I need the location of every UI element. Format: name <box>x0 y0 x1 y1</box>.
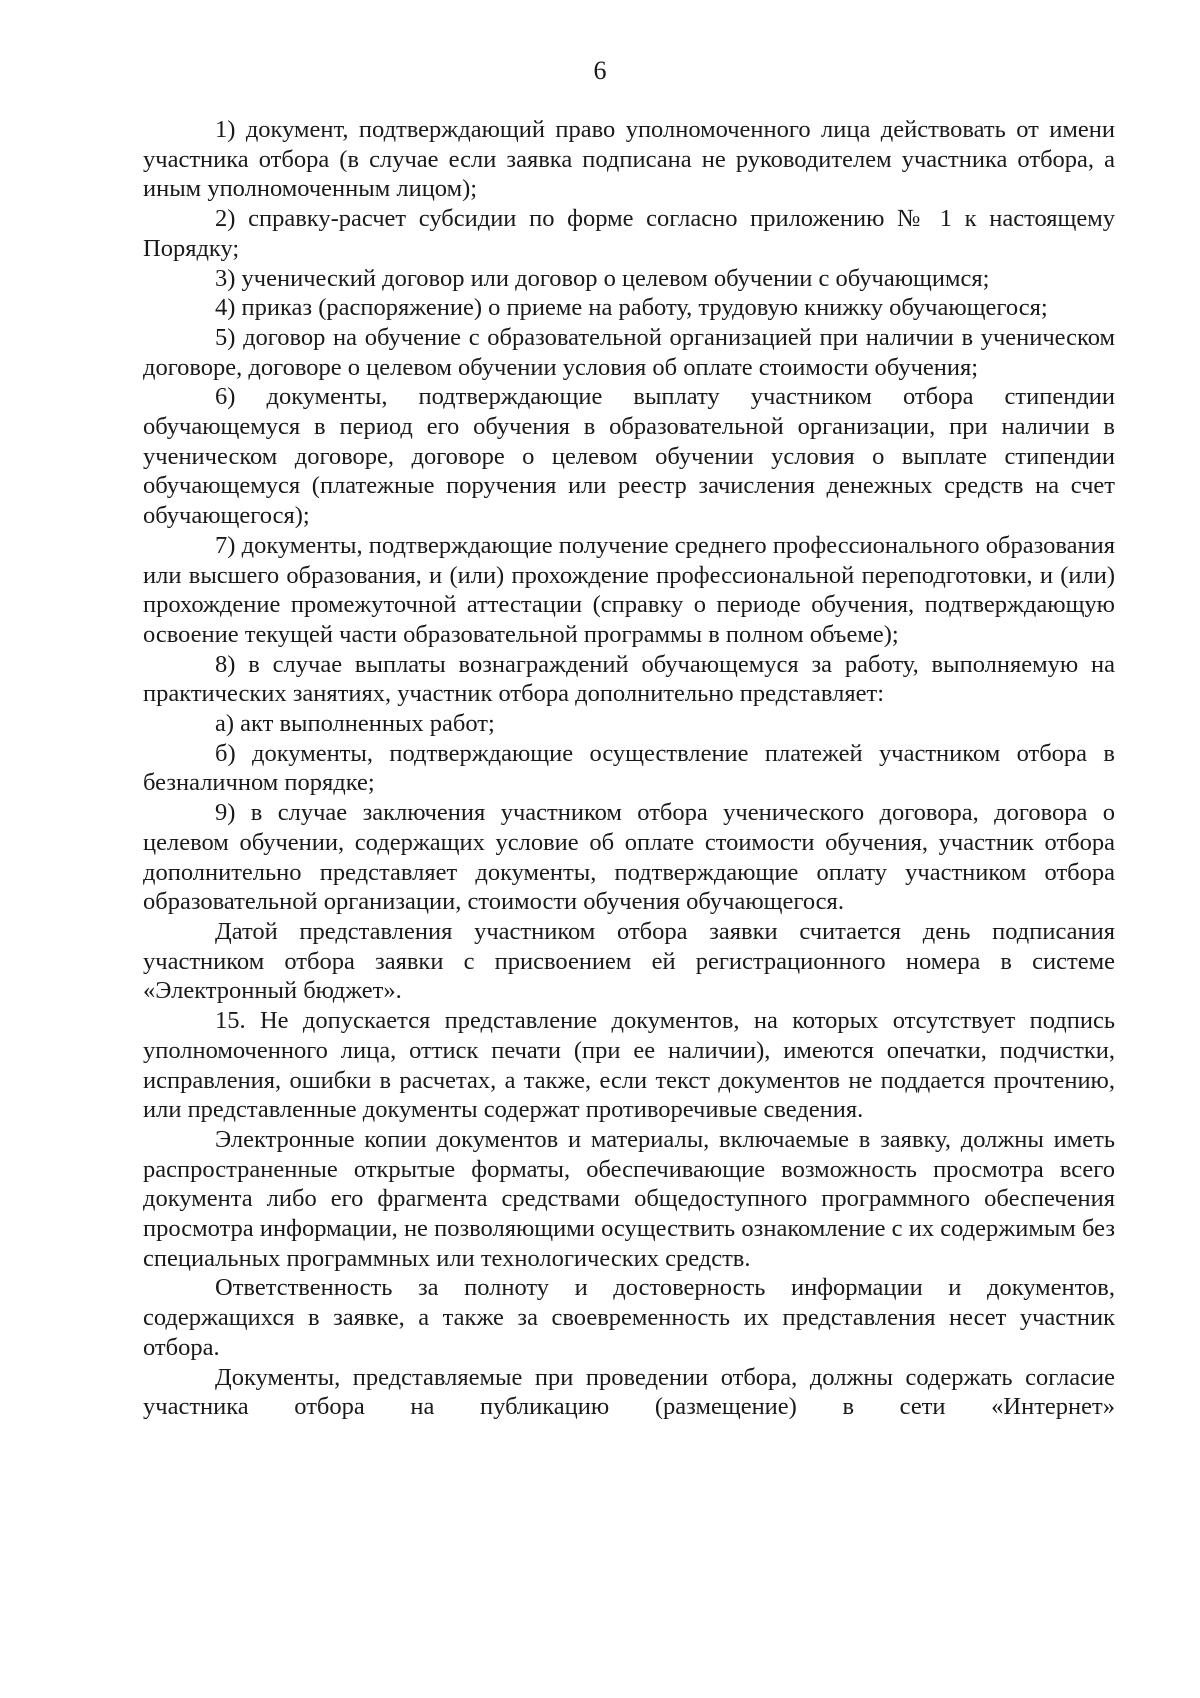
page-number: 6 <box>593 56 607 85</box>
paragraph-item-8: 8) в случае выплаты вознаграждений обучающемуся за работу, выполняемую на практических занятиях, участник отбора дополнительно представляет: <box>143 650 1115 708</box>
paragraph-item-1: 1) документ, подтверждающий право уполномоченного лица действовать от имени участника отбора (в случае если заявка подписана не руководителем участника отбора, а иным уполномоченным лицом); <box>143 116 1115 203</box>
paragraph-item-9: 9) в случае заключения участником отбора ученического договора, договора о целевом обучении, содержащих условие об оплате стоимости обучения, участник отбора дополнительно представляет документы, подтверждающие оплату участником отбора образовательной организации, стоимости обучения обучающегося. <box>143 799 1115 916</box>
paragraph-item-4: 4) приказ (распоряжение) о приеме на работу, трудовую книжку обучающегося; <box>215 294 1048 322</box>
paragraph-item-8b: б) документы, подтверждающие осуществление платежей участником отбора в безналичном порядке; <box>143 739 1115 797</box>
paragraph-item-7: 7) документы, подтверждающие получение среднего профессионального образования или высшего образования, и (или) прохождение профессиональной переподготовки, и (или) прохождение промежуточной аттестации (справку о периоде обучения, подтверждающую освоение текущей части образовательной программы в полном объеме); <box>143 531 1115 648</box>
document-body <box>143 115 1115 1422</box>
paragraph-item-2: 2) справку-расчет субсидии по форме согласно приложению № 1 к настоящему Порядку; <box>143 205 1115 262</box>
paragraph-responsibility: Ответственность за полноту и достоверность информации и документов, содержащихся в заявке, а также за своевременность их представления несет участник отбора. <box>143 1274 1115 1361</box>
paragraph-item-6: 6) документы, подтверждающие выплату участником отбора стипендии обучающемуся в период его обучения в образовательной организации, при наличии в ученическом договоре, договоре о целевом обучении условия о выплате стипендии обучающемуся (платежные поручения или реестр зачисления денежных средств на счет обучающегося); <box>143 383 1115 530</box>
paragraph-consent: Документы, представляемые при проведении отбора, должны содержать согласие участника отбора на публикацию (размещение) в сети «Интернет» <box>143 1363 1115 1421</box>
paragraph-section-15: 15. Не допускается представление документов, на которых отсутствует подпись уполномоченного лица, оттиск печати (при ее наличии), имеются опечатки, подчистки, исправления, ошибки в расчетах, а также, если текст документов не поддается прочтению, или представленные документы содержат противоречивые сведения. <box>143 1007 1115 1124</box>
paragraph-electronic-copies: Электронные копии документов и материалы, включаемые в заявку, должны иметь распространенные открытые форматы, обеспечивающие возможность просмотра всего документа либо его фрагмента средствами общедоступного программного обеспечения просмотра информации, не позволяющими осуществить ознакомление с их содержимым без специальных программных или технологических средств. <box>143 1125 1115 1272</box>
paragraph-item-8a: а) акт выполненных работ; <box>215 710 495 738</box>
paragraph-item-3: 3) ученический договор или договор о целевом обучении с обучающимся; <box>215 264 990 292</box>
paragraph-item-5: 5) договор на обучение с образовательной организацией при наличии в ученическом договоре, договоре о целевом обучении условия об оплате стоимости обучения; <box>143 323 1115 381</box>
paragraph-submission-date: Датой представления участником отбора заявки считается день подписания участником отбора заявки с присвоением ей регистрационного номера в системе «Электронный бюджет». <box>143 917 1115 1005</box>
